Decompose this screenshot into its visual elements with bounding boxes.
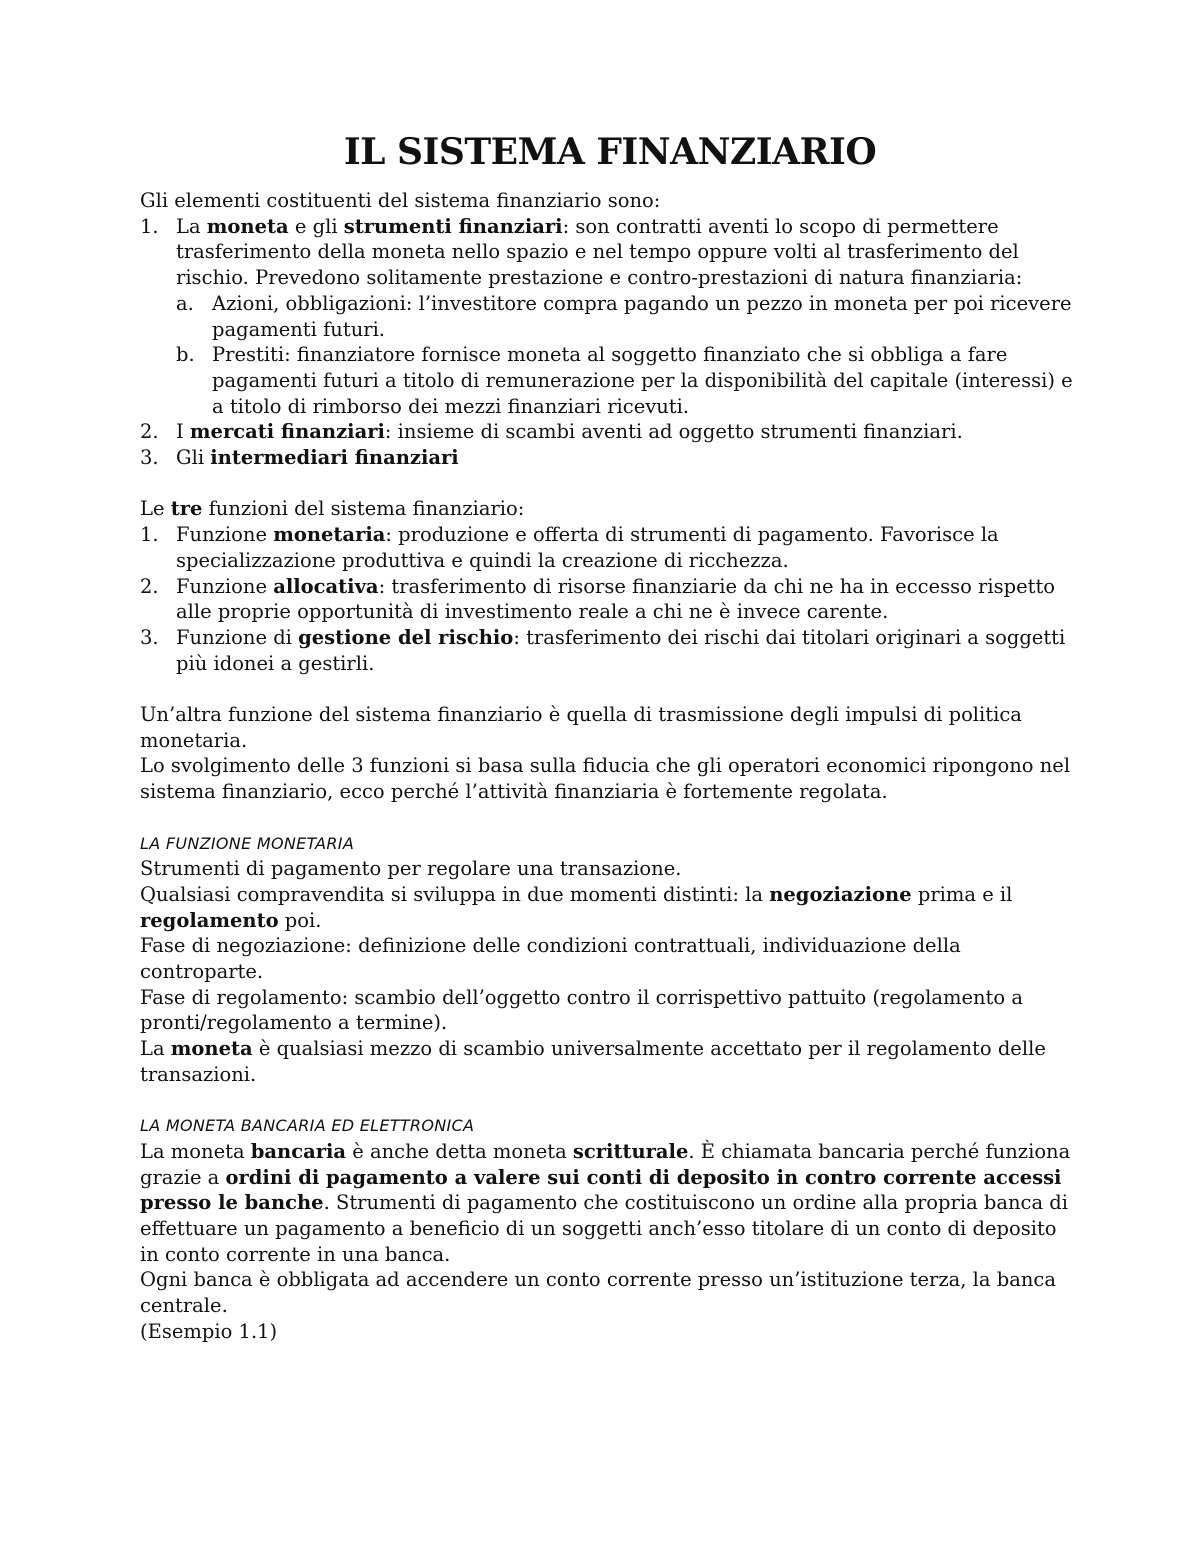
list-number: 1. xyxy=(140,523,159,547)
text: Prestiti: finanziatore fornisce moneta al soggetto finanziato che si obbliga a fare pagamenti futuri a titolo di remunerazione per la disponibilità del capitale (interessi) e a titolo di rimborso dei mezzi finanziari ricevuti. xyxy=(212,343,1073,418)
bold-term: intermediari finanziari xyxy=(210,446,459,470)
list-number: 2. xyxy=(140,420,159,444)
bold-term: ordini di pagamento a valere sui conti di deposito in contro corrente accessi presso le banche xyxy=(140,1165,1062,1215)
list-number: 3. xyxy=(140,625,159,649)
paragraph: Lo svolgimento delle 3 funzioni si basa sulla fiducia che gli operatori economici ripongono nel sistema finanziario, ecco perché l’attività finanziaria è fortemente regolata. xyxy=(140,754,1071,804)
text: : insieme di scambi aventi ad oggetto strumenti finanziari. xyxy=(384,420,963,444)
section-heading: LA FUNZIONE MONETARIA xyxy=(140,833,355,853)
bold-term: regolamento xyxy=(140,908,279,932)
functions-list xyxy=(140,522,1080,676)
bold-term: allocativa xyxy=(273,574,379,598)
intro-text: Gli elementi costituenti del sistema finanziario sono: xyxy=(140,189,661,212)
list-item: 2. Funzione allocativa: trasferimento di risorse finanziarie da chi ne ha in eccesso rispetto alle proprie opportunità di investimento reale a chi ne è invece carente. xyxy=(140,574,1056,624)
document-page xyxy=(140,130,1080,1345)
text: Gli xyxy=(176,446,211,470)
section-heading: LA MONETA BANCARIA ED ELETTRONICA xyxy=(140,1116,475,1136)
list-number: 3. xyxy=(140,446,159,470)
paragraph: Un’altra funzione del sistema finanziario è quella di trasmissione degli impulsi di politica monetaria. xyxy=(140,703,1022,752)
text: e gli xyxy=(288,214,344,238)
elements-list xyxy=(140,214,1080,471)
page-title: IL SISTEMA FINANZIARIO xyxy=(343,131,877,173)
paragraph: (Esempio 1.1) xyxy=(140,1319,278,1343)
bold-term: scritturale xyxy=(572,1139,689,1163)
bold-term: bancaria xyxy=(250,1139,347,1163)
paragraph: Qualsiasi compravendita si sviluppa in due momenti distinti: la negoziazione prima e il regolamento poi. xyxy=(140,882,1013,932)
bold-term: negoziazione xyxy=(769,882,912,906)
paragraph: Ogni banca è obbligata ad accendere un conto corrente presso un’istituzione terza, la banca centrale. xyxy=(140,1268,1056,1318)
list-number: 1. xyxy=(140,214,159,238)
text: : son contratti aventi lo scopo di permettere trasferimento della moneta nello spazio e nel tempo oppure volti al trasferimento del rischio. Prevedono solitamente prestazione e contro-prestazioni di natura finanziaria: xyxy=(176,214,1023,290)
bold-term: strumenti finanziari xyxy=(343,214,563,238)
list-item xyxy=(140,214,1080,291)
bold-term: monetaria xyxy=(273,523,386,547)
paragraph: Fase di regolamento: scambio dell’oggetto contro il corrispettivo pattuito (regolamento a pronti/regolamento a termine). xyxy=(140,985,1023,1035)
sub-list-item xyxy=(140,291,1080,342)
list-item: 1. Funzione monetaria: produzione e offerta di strumenti di pagamento. Favorisce la specializzazione produttiva e quindi la creazione di ricchezza. xyxy=(140,523,999,572)
list-item xyxy=(140,445,1080,471)
sub-list-letter: a. xyxy=(176,291,194,315)
text: I xyxy=(176,420,190,444)
bold-term: mercati finanziari xyxy=(189,420,385,444)
list-item xyxy=(140,419,1080,445)
text: Azioni, obbligazioni: l’investitore compra pagando un pezzo in moneta per poi ricevere pagamenti futuri. xyxy=(212,291,1072,341)
bold-term: gestione del rischio xyxy=(298,625,514,649)
list-number: 2. xyxy=(140,574,159,598)
bold-term: moneta xyxy=(206,214,289,238)
bold-term: moneta xyxy=(170,1037,253,1061)
sub-list-letter: b. xyxy=(176,343,195,367)
paragraph: La moneta bancaria è anche detta moneta scritturale. È chiamata bancaria perché funziona grazie a ordini di pagamento a valere sui conti di deposito in contro corrente accessi presso le banche. Strumenti di pagamento che costituiscono un ordine alla propria banca di effettuare un pagamento a beneficio di un soggetti anch’esso titolare di un conto di deposito in conto corrente in una banca. xyxy=(140,1139,1071,1266)
text: La xyxy=(176,214,207,238)
paragraph: Strumenti di pagamento per regolare una transazione. xyxy=(140,857,682,881)
paragraph: Fase di negoziazione: definizione delle condizioni contrattuali, individuazione della controparte. xyxy=(140,934,961,984)
sub-list-item xyxy=(140,342,1080,419)
bold-term: tre xyxy=(170,497,203,521)
paragraph: La moneta è qualsiasi mezzo di scambio universalmente accettato per il regolamento delle transazioni. xyxy=(140,1037,1046,1086)
functions-intro: Le tre funzioni del sistema finanziario: xyxy=(140,497,525,521)
list-item: 3. Funzione di gestione del rischio: trasferimento dei rischi dai titolari originari a soggetti più idonei a gestirli. xyxy=(140,625,1066,675)
